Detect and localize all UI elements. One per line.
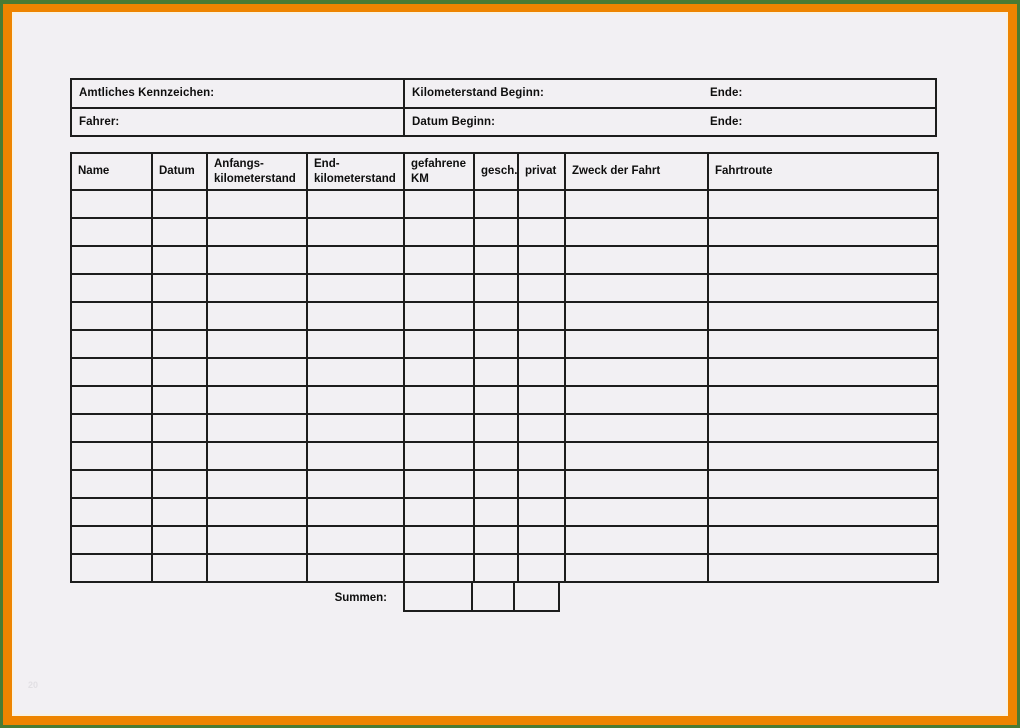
empty-cell — [404, 358, 474, 386]
empty-cell — [474, 330, 518, 358]
empty-cell — [565, 386, 708, 414]
column-header-zweck-der-fahrt: Zweck der Fahrt — [565, 153, 708, 190]
empty-cell — [207, 526, 307, 554]
table-row — [71, 498, 938, 526]
empty-cell — [708, 554, 938, 582]
empty-cell — [307, 190, 404, 218]
empty-cell — [404, 330, 474, 358]
empty-cell — [207, 554, 307, 582]
empty-cell — [404, 218, 474, 246]
empty-cell — [708, 442, 938, 470]
empty-cell — [152, 246, 207, 274]
empty-cell — [518, 470, 565, 498]
summen-row — [70, 583, 937, 612]
empty-cell — [404, 526, 474, 554]
empty-cell — [518, 554, 565, 582]
empty-cell — [565, 218, 708, 246]
empty-cell — [152, 414, 207, 442]
empty-cell — [404, 246, 474, 274]
empty-cell — [152, 302, 207, 330]
empty-cell — [565, 442, 708, 470]
empty-cell — [307, 414, 404, 442]
empty-cell — [207, 302, 307, 330]
datum-beginn-label: Datum Beginn: — [412, 115, 496, 128]
table-row — [71, 442, 938, 470]
fahrer-field — [72, 109, 405, 136]
empty-cell — [474, 442, 518, 470]
empty-cell — [474, 358, 518, 386]
empty-cell — [152, 386, 207, 414]
amtliches-kennzeichen-field — [72, 80, 405, 107]
column-header-datum: Datum — [152, 153, 207, 190]
empty-cell — [565, 302, 708, 330]
fahrer-label: Fahrer: — [79, 115, 120, 128]
empty-cell — [565, 274, 708, 302]
empty-cell — [474, 526, 518, 554]
column-header-privat: privat — [518, 153, 565, 190]
empty-cell — [518, 302, 565, 330]
empty-cell — [565, 190, 708, 218]
page-inner-orange-border — [3, 4, 1017, 725]
empty-cell — [474, 386, 518, 414]
empty-cell — [71, 554, 152, 582]
kilometerstand-ende-label: Ende: — [710, 87, 743, 100]
table-row — [71, 554, 938, 582]
empty-cell — [404, 498, 474, 526]
empty-cell — [708, 470, 938, 498]
empty-cell — [518, 218, 565, 246]
empty-cell — [708, 386, 938, 414]
empty-cell — [207, 330, 307, 358]
empty-cell — [708, 526, 938, 554]
empty-cell — [474, 274, 518, 302]
page-number-watermark: 20 — [28, 680, 39, 690]
table-row — [71, 470, 938, 498]
empty-cell — [152, 218, 207, 246]
datum-fields — [405, 109, 935, 136]
mileage-log-form-page — [14, 14, 1006, 714]
column-header-gesch: gesch. — [474, 153, 518, 190]
info-row-fahrer — [72, 109, 935, 136]
table-row — [71, 386, 938, 414]
empty-cell — [152, 190, 207, 218]
empty-cell — [474, 190, 518, 218]
empty-cell — [708, 246, 938, 274]
empty-cell — [207, 442, 307, 470]
table-row — [71, 330, 938, 358]
empty-cell — [207, 470, 307, 498]
empty-cell — [518, 190, 565, 218]
empty-cell — [207, 414, 307, 442]
kilometerstand-fields — [405, 80, 935, 107]
empty-cell — [152, 358, 207, 386]
empty-cell — [404, 470, 474, 498]
summen-cell — [513, 583, 560, 612]
empty-cell — [404, 442, 474, 470]
empty-cell — [207, 190, 307, 218]
column-header-anfangs-kilometerstand: Anfangs-kilometerstand — [207, 153, 307, 190]
empty-cell — [307, 554, 404, 582]
empty-cell — [152, 498, 207, 526]
empty-cell — [518, 274, 565, 302]
column-header-gefahrene-km: gefahrene KM — [404, 153, 474, 190]
empty-cell — [474, 498, 518, 526]
mileage-table — [70, 152, 939, 583]
empty-cell — [518, 330, 565, 358]
empty-cell — [71, 190, 152, 218]
empty-cell — [152, 274, 207, 302]
empty-cell — [207, 274, 307, 302]
table-row — [71, 358, 938, 386]
empty-cell — [207, 358, 307, 386]
empty-cell — [565, 554, 708, 582]
empty-cell — [307, 302, 404, 330]
empty-cell — [71, 330, 152, 358]
empty-cell — [71, 302, 152, 330]
empty-cell — [565, 526, 708, 554]
empty-cell — [404, 414, 474, 442]
empty-cell — [307, 498, 404, 526]
empty-cell — [708, 274, 938, 302]
kilometerstand-beginn-label: Kilometerstand Beginn: — [412, 87, 544, 100]
info-row-kennzeichen — [72, 80, 935, 109]
empty-cell — [708, 414, 938, 442]
empty-cell — [71, 470, 152, 498]
table-row — [71, 274, 938, 302]
table-row — [71, 190, 938, 218]
empty-cell — [207, 218, 307, 246]
mileage-table-area — [70, 152, 937, 612]
empty-cell — [207, 498, 307, 526]
empty-cell — [307, 442, 404, 470]
empty-cell — [307, 246, 404, 274]
empty-cell — [71, 246, 152, 274]
empty-cell — [207, 246, 307, 274]
empty-cell — [708, 358, 938, 386]
empty-cell — [474, 302, 518, 330]
empty-cell — [152, 330, 207, 358]
table-header-row — [71, 153, 938, 190]
empty-cell — [708, 330, 938, 358]
empty-cell — [565, 414, 708, 442]
empty-cell — [71, 526, 152, 554]
table-row — [71, 302, 938, 330]
empty-cell — [71, 358, 152, 386]
empty-cell — [307, 330, 404, 358]
empty-cell — [708, 302, 938, 330]
empty-cell — [307, 358, 404, 386]
amtliches-kennzeichen-label: Amtliches Kennzeichen: — [79, 87, 215, 100]
empty-cell — [71, 386, 152, 414]
empty-cell — [71, 414, 152, 442]
empty-cell — [565, 330, 708, 358]
summen-label: Summen: — [334, 591, 387, 604]
empty-cell — [307, 526, 404, 554]
empty-cell — [565, 470, 708, 498]
table-row — [71, 218, 938, 246]
empty-cell — [71, 442, 152, 470]
datum-ende-label: Ende: — [710, 115, 743, 128]
empty-cell — [474, 218, 518, 246]
empty-cell — [152, 526, 207, 554]
vehicle-info-box — [70, 78, 937, 137]
empty-cell — [474, 470, 518, 498]
empty-cell — [518, 526, 565, 554]
empty-cell — [307, 386, 404, 414]
table-row — [71, 414, 938, 442]
empty-cell — [708, 498, 938, 526]
empty-cell — [474, 554, 518, 582]
column-header-name: Name — [71, 153, 152, 190]
column-header-fahrtroute: Fahrtroute — [708, 153, 938, 190]
empty-cell — [518, 358, 565, 386]
summen-total-cells — [403, 583, 560, 612]
table-row — [71, 526, 938, 554]
empty-cell — [307, 218, 404, 246]
empty-cell — [71, 274, 152, 302]
empty-cell — [518, 442, 565, 470]
summen-cell — [471, 583, 515, 612]
empty-cell — [565, 358, 708, 386]
empty-cell — [207, 386, 307, 414]
table-row — [71, 246, 938, 274]
empty-cell — [307, 274, 404, 302]
empty-cell — [152, 442, 207, 470]
empty-cell — [152, 470, 207, 498]
empty-cell — [404, 302, 474, 330]
empty-cell — [307, 470, 404, 498]
empty-cell — [71, 218, 152, 246]
empty-cell — [404, 190, 474, 218]
empty-cell — [71, 498, 152, 526]
empty-cell — [708, 190, 938, 218]
empty-cell — [404, 554, 474, 582]
empty-cell — [565, 246, 708, 274]
empty-cell — [518, 498, 565, 526]
empty-cell — [404, 386, 474, 414]
empty-cell — [565, 498, 708, 526]
empty-cell — [474, 414, 518, 442]
empty-cell — [152, 554, 207, 582]
empty-cell — [708, 218, 938, 246]
summen-cell — [403, 583, 473, 612]
column-header-end-kilometerstand: End-kilometerstand — [307, 153, 404, 190]
empty-cell — [404, 274, 474, 302]
empty-cell — [518, 246, 565, 274]
empty-cell — [518, 414, 565, 442]
empty-cell — [474, 246, 518, 274]
empty-cell — [518, 386, 565, 414]
